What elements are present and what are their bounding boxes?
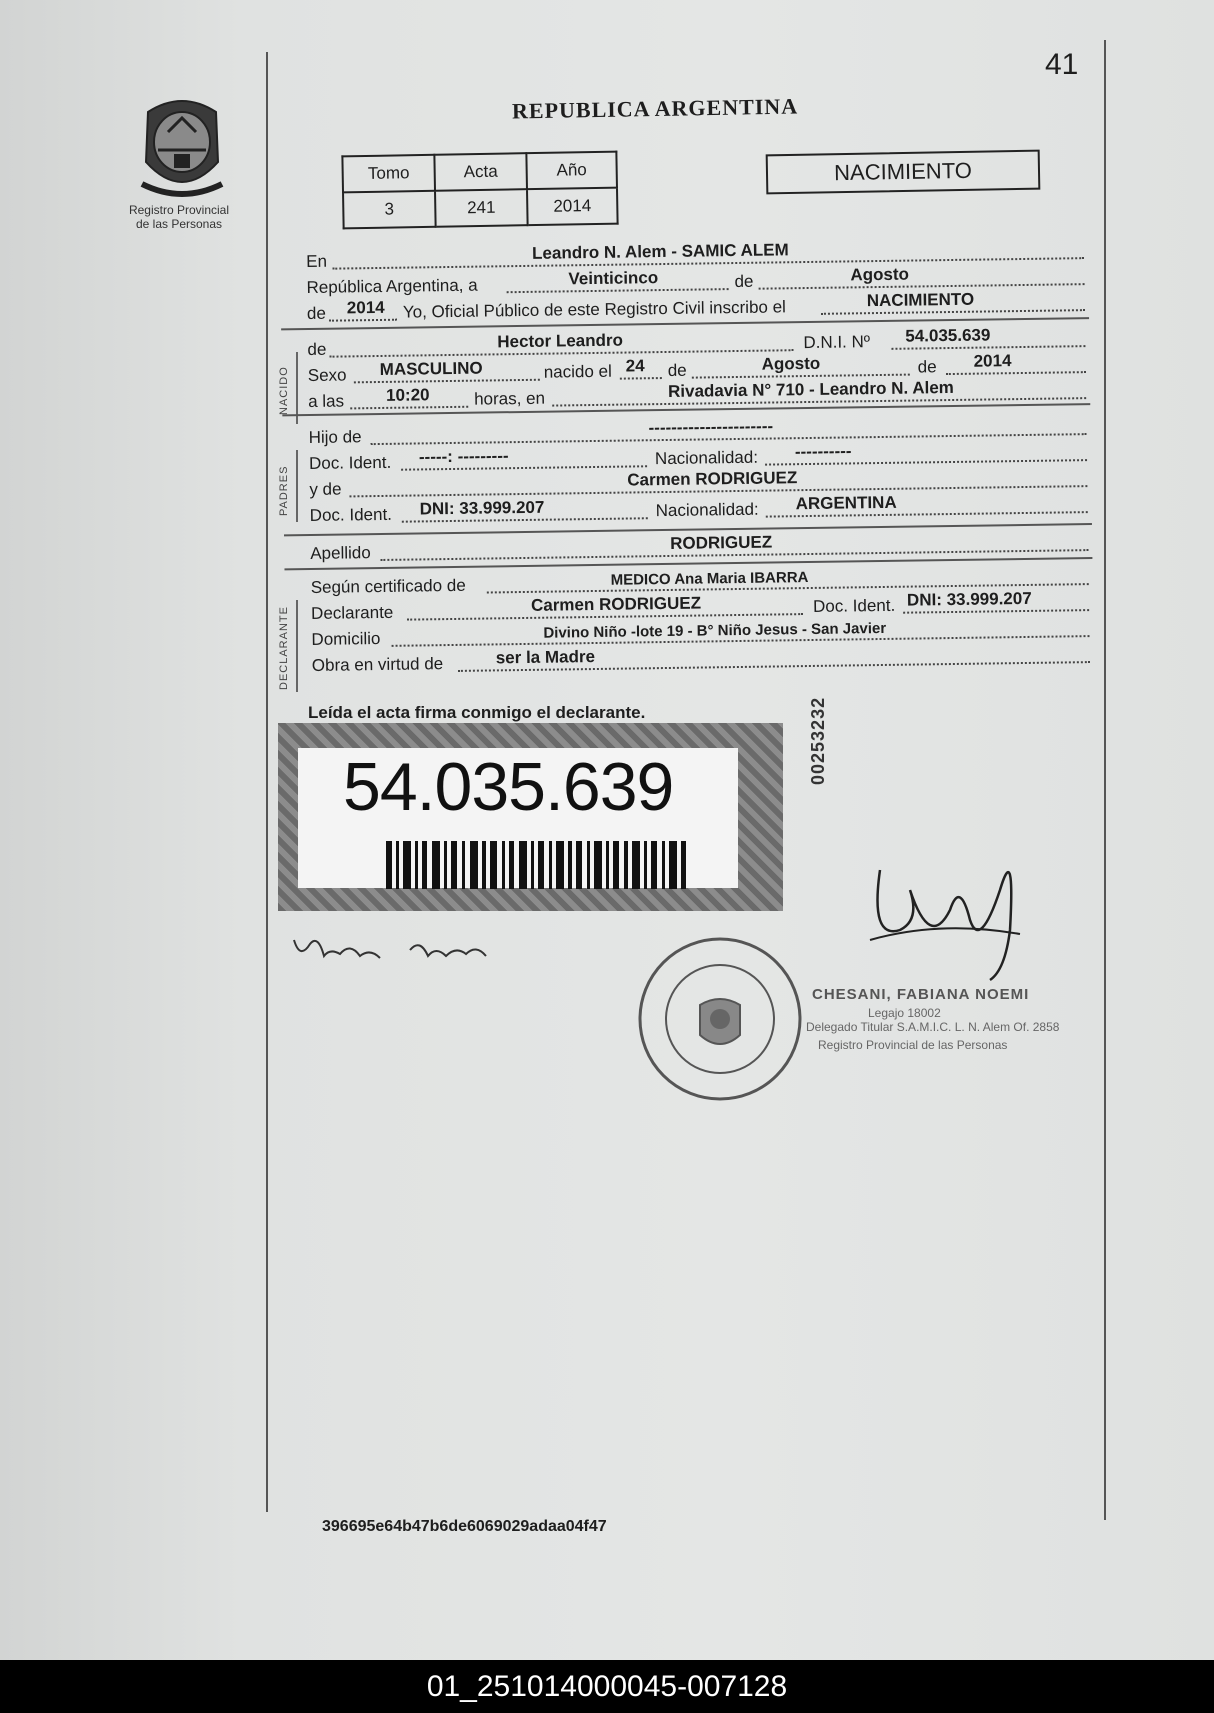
- registry-label-line2: de las Personas: [135, 217, 223, 231]
- acta-value: 241: [435, 189, 528, 227]
- father-nat-label: Nacionalidad:: [654, 447, 759, 469]
- mother-nationality: ARGENTINA: [795, 492, 897, 514]
- de-label: de: [734, 271, 754, 292]
- month-value: Agosto: [850, 264, 910, 285]
- officer-name: CHESANI, FABIANA NOEMI: [812, 986, 1030, 1003]
- document-hash: 396695e64b47b6de6069029adaa04f47: [322, 1518, 607, 1535]
- volume-table: [341, 151, 618, 230]
- record-type-box: NACIMIENTO: [766, 150, 1041, 195]
- registry-label: [118, 203, 240, 231]
- birth-place: Rivadavia N° 710 - Leandro N. Alem: [667, 377, 954, 401]
- cert-value: MEDICO Ana Maria IBARRA: [610, 569, 809, 589]
- official-seal-icon: [636, 935, 804, 1103]
- declarant-signature-icon: [290, 930, 530, 970]
- year-value: 2014: [346, 297, 385, 318]
- declarante-doc: DNI: 33.999.207: [906, 588, 1032, 610]
- domicilio-value: Divino Niño -lote 19 - B° Niño Jesus - San Javier: [543, 619, 887, 642]
- apellido-value: RODRIGUEZ: [670, 532, 773, 553]
- obra-value: ser la Madre: [495, 647, 596, 668]
- domicilio-label: Domicilio: [311, 628, 381, 649]
- page-number: 41: [1045, 48, 1079, 81]
- birth-record-form: [306, 237, 1094, 678]
- father-doc: -----: ---------: [418, 446, 509, 467]
- document-title: REPUBLICA ARGENTINA: [511, 93, 799, 124]
- declarante-doc-label: Doc. Ident.: [812, 595, 896, 616]
- closing-statement: Leída el acta firma conmigo el declarante.: [308, 703, 646, 722]
- side-serial-code: 00253232: [808, 696, 828, 785]
- cert-label: Según certificado de: [310, 575, 466, 597]
- side-label-declarante: DECLARANTE: [278, 606, 290, 690]
- republica-label: República Argentina, a: [306, 275, 478, 297]
- nacido-de-label2: de: [667, 360, 687, 380]
- father-nationality: ----------: [794, 441, 852, 462]
- child-name: Hector Leandro: [497, 330, 624, 352]
- nacido-de-label3: de: [917, 357, 937, 377]
- nacido-de-label: de: [307, 339, 327, 359]
- dni-sticker: [278, 723, 783, 911]
- barcode-icon: [386, 841, 686, 889]
- mother-nat-label: Nacionalidad:: [655, 499, 759, 521]
- hijo-label: Hijo de: [308, 427, 362, 447]
- a-las-label: a las: [308, 391, 345, 411]
- side-line-padres: [296, 450, 298, 522]
- scan-id-bar: [0, 1660, 1214, 1713]
- en-label: En: [306, 251, 328, 271]
- acta-header: Acta: [434, 153, 527, 191]
- de2-label: de: [306, 303, 326, 323]
- father-name: ----------------------: [648, 416, 774, 438]
- tomo-header: Tomo: [342, 155, 435, 193]
- mother-name: Carmen RODRIGUEZ: [627, 468, 798, 490]
- declarante-label: Declarante: [310, 602, 394, 623]
- side-line-declarante: [296, 600, 298, 692]
- en-value: Leandro N. Alem - SAMIC ALEM: [531, 240, 789, 263]
- right-border-line: [1104, 40, 1106, 1520]
- nacido-el-label: nacido el: [543, 361, 612, 382]
- y-de-label: y de: [309, 479, 342, 499]
- apellido-label: Apellido: [310, 543, 371, 563]
- mother-doc-label: Doc. Ident.: [309, 504, 393, 525]
- father-doc-label: Doc. Ident.: [308, 452, 392, 473]
- officer-legajo: Legajo 18002: [868, 1006, 941, 1020]
- anio-header: Año: [526, 152, 617, 190]
- tomo-value: 3: [343, 191, 436, 229]
- side-label-padres: PADRES: [278, 465, 290, 516]
- yo-label: Yo, Oficial Público de este Registro Civil inscribo el: [402, 297, 787, 322]
- dni-sticker-inner: [298, 748, 738, 888]
- birth-day: 24: [625, 356, 645, 376]
- inscribed-value: NACIMIENTO: [866, 289, 975, 311]
- birth-time: 10:20: [385, 385, 430, 405]
- officer-title: Delegado Titular S.A.M.I.C. L. N. Alem Of. 2858: [806, 1020, 1060, 1034]
- sexo-value: MASCULINO: [379, 358, 483, 379]
- officer-signature-icon: [860, 830, 1030, 990]
- dni-sticker-number: 54.035.639: [343, 749, 674, 825]
- misiones-coat-of-arms-icon: [128, 92, 236, 202]
- registry-label-line1: Registro Provincial: [128, 203, 230, 217]
- obra-label: Obra en virtud de: [311, 654, 444, 675]
- horas-label: horas, en: [473, 388, 546, 409]
- side-label-nacido: NACIDO: [278, 366, 290, 415]
- sexo-label: Sexo: [307, 365, 347, 385]
- birth-month: Agosto: [761, 353, 821, 374]
- mother-doc: DNI: 33.999.207: [419, 497, 545, 519]
- child-dni: 54.035.639: [905, 325, 991, 346]
- birth-year: 2014: [973, 351, 1012, 371]
- day-words: Veinticinco: [568, 268, 659, 289]
- officer-registry: Registro Provincial de las Personas: [818, 1038, 1008, 1052]
- scan-id: 01_251014000045-007128: [426, 1669, 788, 1703]
- dni-label: D.N.I. Nº: [803, 332, 871, 353]
- anio-value: 2014: [527, 188, 618, 226]
- declarante-value: Carmen RODRIGUEZ: [530, 593, 702, 615]
- left-border-line: [266, 52, 268, 1512]
